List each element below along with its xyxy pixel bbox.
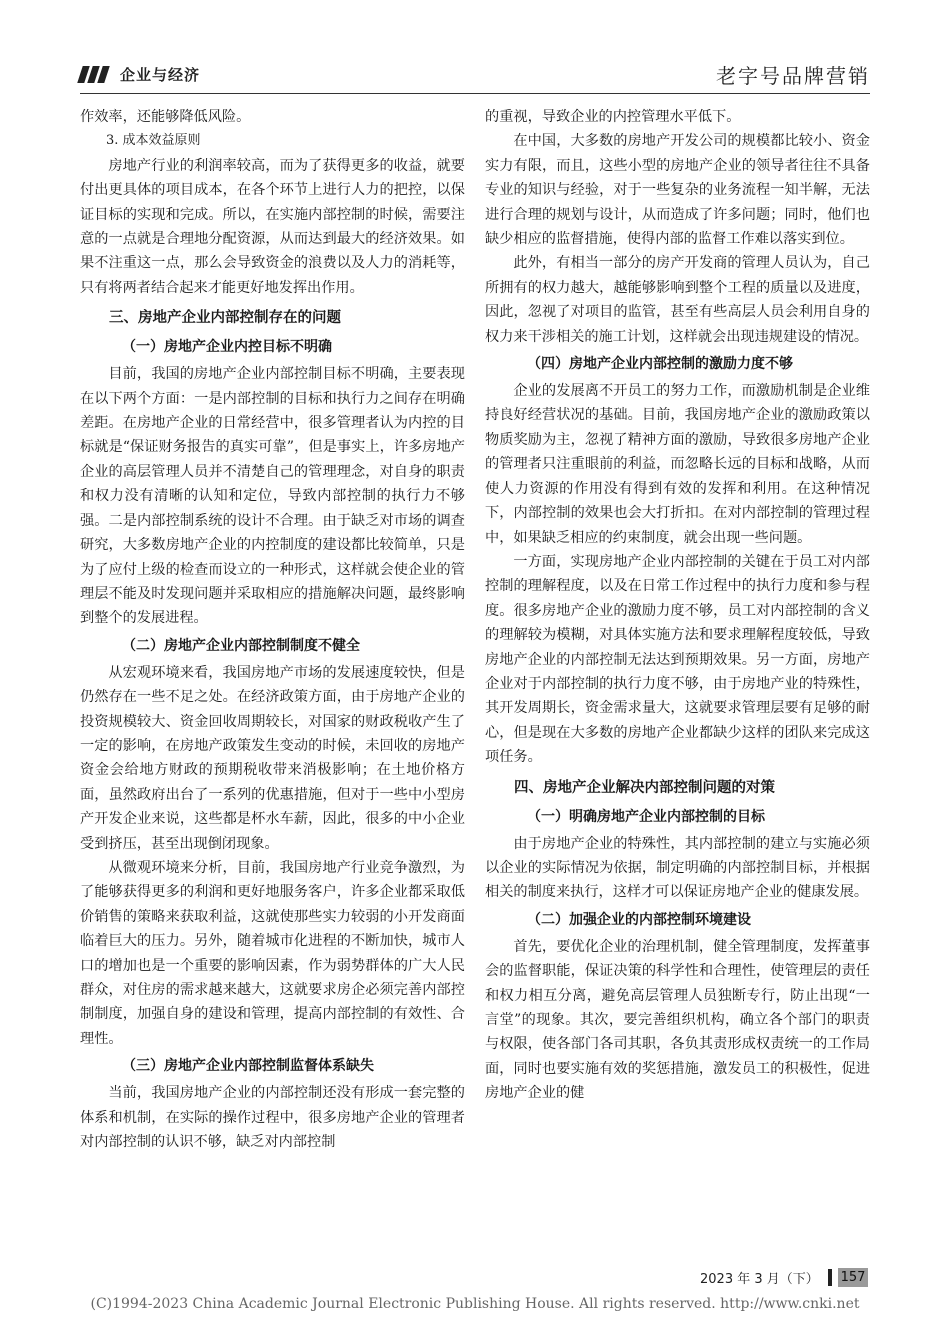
journal-logo-icon [80,66,110,87]
section-heading: 四、房地产企业解决内部控制问题的对策 [514,779,775,796]
paragraph: 目前，我国的房地产企业内部控制目标不明确，主要表现在以下两个方面：一是内部控制的目标和执行力之间存在明确差距。在房地产企业的日常经营中，很多管理者认为内控的目标就是“保证财务报告的真实可靠”，但是事实上，许多房地产企业的高层管理人员并不清楚自己的管理理念，对自身的职责和权力没有清晰的认知和定位，导致内部控制的执行力不够强。二是内部控制系统的设计不合理。由于缺乏对市场的调查研究，大多数房地产企业的内控制度的建设都比较简单，只是为了应付上级的检查而设立的一种形式，这样就会使企业的管理层不能及时发现问题并采取相应的措施解决问题，最终影响到整个的发展进程。 [80,366,465,627]
subsection-heading: （一）房地产企业内控目标不明确 [122,339,332,356]
left-column [80,105,465,1154]
paragraph: 从宏观环境来看，我国房地产市场的发展速度较快，但是仍然存在一些不足之处。在经济政策方面，由于房地产企业的投资规模较大、资金回收周期较长，对国家的财政税收产生了一定的影响，在房地产政策发生变动的时候，未回收的房地产资金会给地方财政的预期税收带来消极影响；在土地价格方面，虽然政府出台了一系列的优惠措施，但对于一些中小型房产开发企业来说，这些都是杯水车薪，因此，很多的中小企业受到挤压，甚至出现倒闭现象。 [80,664,465,852]
paragraph: 当前，我国房地产企业的内部控制还没有形成一套完整的体系和机制，在实际的操作过程中，很多房地产企业的管理者对内部控制的认识不够，缺乏对内部控制 [80,1085,465,1151]
paragraph: 作效率，还能够降低风险。 [80,109,251,125]
header-divider [80,93,870,94]
paragraph: 企业的发展离不开员工的努力工作，而激励机制是企业维持良好经营状况的基础。目前，我国房地产企业的激励政策以物质奖励为主，忽视了精神方面的激励，导致很多房地产企业的管理者只注重眼前的利益，而忽略长远的目标和战略，从而使人力资源的作用没有得到有效的发挥和利用。在这种情况下，内部控制的效果也会大打折扣。在对内部控制的管理过程中，如果缺乏相应的约束制度，就会出现一些问题。 [485,383,870,546]
page-number: 157 [838,1268,868,1287]
section-name: 企业与经济 [120,66,201,84]
paragraph: 首先，要优化企业的治理机制，健全管理制度，发挥董事会的监督职能，保证决策的科学性和合理性，使管理层的责任和权力相互分离，避免高层管理人员独断专行，防止出现“一言堂”的现象。其次，要完善组织机构，确立各个部门的职责与权限，使各部门各司其职，各负其责形成权责统一的工作局面，同时也要实施有效的奖惩措施，激发员工的积极性，促进房地产企业的健 [485,938,870,1102]
page-header [80,58,870,92]
paragraph: 一方面，实现房地产企业内部控制的关键在于员工对内部控制的理解程度，以及在日常工作过程中的执行力度和参与程度。很多房地产企业的激励力度不够，员工对内部控制的含义的理解较为模糊，对具体实施方法和要求理解程度较低，导致房地产企业的内部控制无法达到预期效果。另一方面，房地产企业对于内部控制的执行力度不够，由于房地产业的特殊性，其开发周期长，资金需求量大，这就要求管理层要有足够的耐心，但是现在大多数的房地产企业都缺少这样的团队来完成这项任务。 [485,553,870,766]
copyright-notice: (C)1994-2023 China Academic Journal Electronic Publishing House. All rights reserved. http://www.cnki.net [90,1296,860,1312]
subsection-label: 3. 成本效益原则 [106,133,201,149]
issue-date: 2023 年 3 月（下） [700,1272,819,1287]
paragraph: 由于房地产企业的特殊性，其内部控制的建立与实施必须以企业的实际情况为依据，制定明确的内部控制目标，并根据相关的制度来执行，这样才可以保证房地产企业的健康发展。 [485,835,870,901]
paragraph: 在中国，大多数的房地产开发公司的规模都比较小、资金实力有限，而且，这些小型的房地产企业的领导者往往不具备专业的知识与经验，对于一些复杂的业务流程一知半解，无法进行合理的规划与设计，从而造成了许多问题；同时，他们也缺少相应的监督措施，使得内部的监督工作难以落实到位。 [485,133,870,248]
subsection-heading: （三）房地产企业内部控制监督体系缺失 [122,1058,374,1075]
column-title: 老字号品牌营销 [716,64,870,88]
paragraph: 房地产行业的利润率较高，而为了获得更多的收益，就要付出更具体的项目成本，在各个环节上进行人力的把控，以保证目标的实现和完成。所以，在实施内部控制的时候，需要注意的一点就是合理地分配资源，从而达到最大的经济效果。如果不注重这一点，那么会导致资金的浪费以及人力的消耗等，只有将两者结合起来才能更好地发挥出作用。 [80,157,465,296]
footer-divider-bar [828,1269,832,1286]
section-heading: 三、房地产企业内部控制存在的问题 [109,310,341,327]
paragraph: 的重视，导致企业的内控管理水平低下。 [485,109,741,125]
subsection-heading: （一）明确房地产企业内部控制的目标 [527,808,765,825]
right-column [485,105,870,1106]
subsection-heading: （四）房地产企业内部控制的激励力度不够 [527,356,793,373]
subsection-heading: （二）加强企业的内部控制环境建设 [527,911,751,928]
subsection-heading: （二）房地产企业内部控制制度不健全 [122,637,360,654]
paragraph: 从微观环境来分析，目前，我国房地产行业竞争激烈，为了能够获得更多的利润和更好地服务客户，许多企业都采取低价销售的策略来获取利益，这就使那些实力较弱的小开发商面临着巨大的压力。另外，随着城市化进程的不断加快，城市人口的增加也是一个重要的影响因素，作为弱势群体的广大人民群众，对住房的需求越来越大，这就要求房企必须完善内部控制制度，加强自身的建设和管理，提高内部控制的有效性、合理性。 [80,859,465,1047]
paragraph: 此外，有相当一部分的房产开发商的管理人员认为，自己所拥有的权力越大，越能够影响到整个工程的质量以及进度，因此，忽视了对项目的监管，甚至有些高层人员会利用自身的权力来干涉相关的施工计划，这样就会出现违规建设的情况。 [485,255,870,345]
